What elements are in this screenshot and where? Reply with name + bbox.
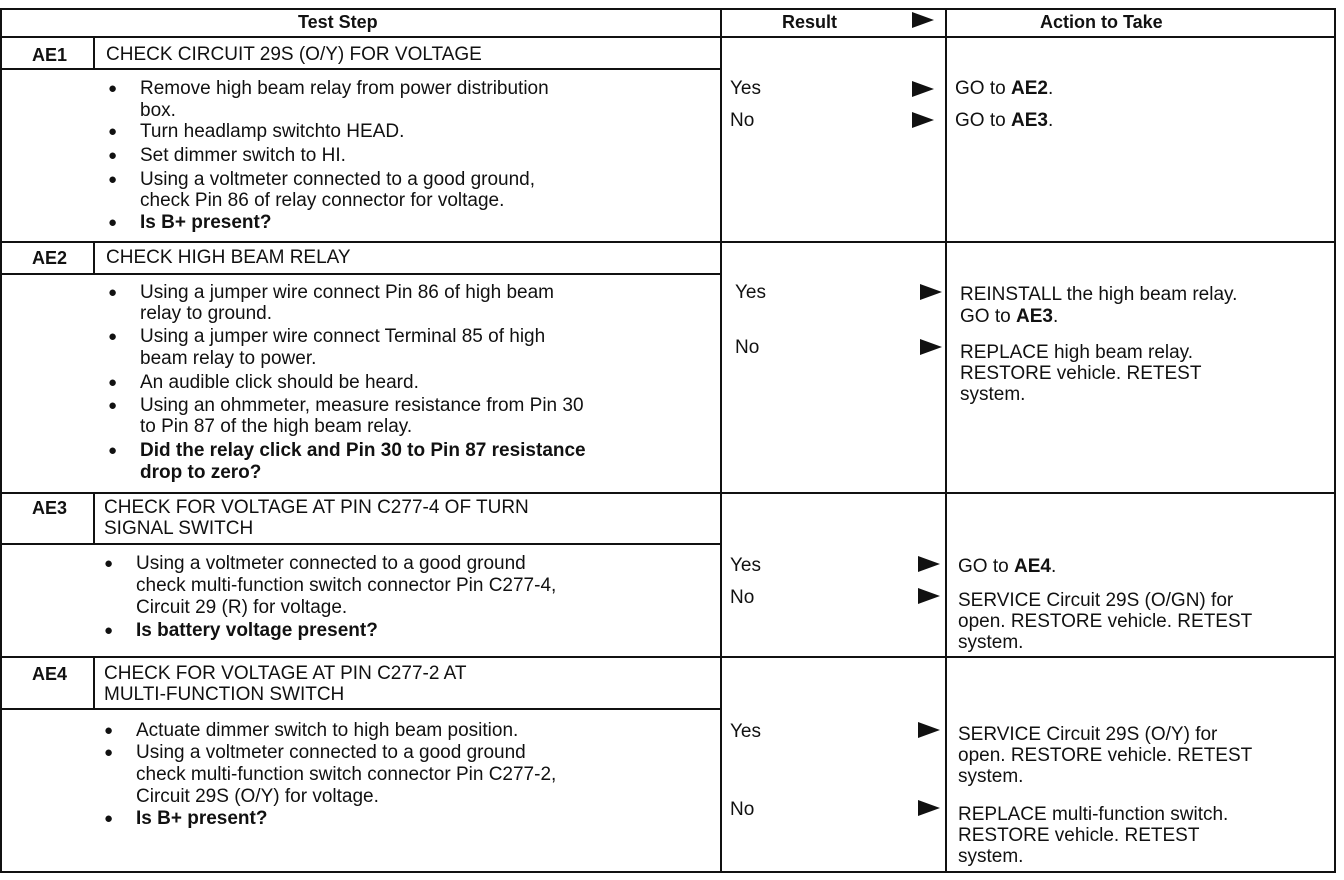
instruction-question: drop to zero? [140,462,262,483]
step-code: AE1 [32,45,68,65]
bullet-icon: ● [104,810,114,827]
instruction-line: Using a voltmeter connected to a good ground [136,553,526,574]
title-underline [0,543,722,545]
bullet-icon: ● [108,442,118,459]
instruction-line: Using a jumper wire connect Terminal 85 of high [140,326,546,347]
action-text: RESTORE vehicle. RETEST [960,363,1202,384]
result-yes: Yes [730,721,761,742]
arrow-right-icon [912,112,934,128]
instruction-line: beam relay to power. [140,348,317,369]
action-text: REPLACE multi-function switch. [958,804,1229,825]
action-text: RESTORE vehicle. RETEST [958,825,1200,846]
bullet-icon: ● [108,374,118,391]
arrow-right-icon [918,722,940,738]
instruction-question: Is B+ present? [140,212,272,233]
action-text: GO to AE4. [958,556,1057,577]
bullet-icon: ● [104,622,114,639]
instruction-line: check multi-function switch connector Pin C277-4, [136,575,557,596]
bullet-icon: ● [108,147,118,164]
step-title: CHECK HIGH BEAM RELAY [106,247,351,268]
action-text: GO to AE2. [955,78,1054,99]
action-text: open. RESTORE vehicle. RETEST [958,611,1253,632]
bullet-icon: ● [108,123,118,140]
action-text: REINSTALL the high beam relay. [960,284,1238,305]
action-text: system. [960,384,1026,405]
instruction-line: check Pin 86 of relay connector for voltage. [140,190,505,211]
action-column-divider [945,8,947,873]
result-no: No [730,799,755,820]
step-title: SIGNAL SWITCH [104,518,254,539]
code-cell-divider [93,243,95,273]
arrow-right-icon [912,81,934,97]
table-bottom-border [0,871,1336,873]
result-no: No [730,110,755,131]
arrow-right-icon [920,339,942,355]
instruction-question: Is battery voltage present? [136,620,378,641]
step-title: MULTI-FUNCTION SWITCH [104,684,345,705]
bullet-icon: ● [108,284,118,301]
instruction-question: Is B+ present? [136,808,268,829]
left-border [0,8,2,873]
action-text: SERVICE Circuit 29S (O/Y) for [958,724,1218,745]
table-top-border [0,8,1336,10]
result-column-divider [720,8,722,873]
header-test-step: Test Step [298,12,378,32]
step-title: CHECK FOR VOLTAGE AT PIN C277-2 AT [104,663,467,684]
instruction-line: to Pin 87 of the high beam relay. [140,416,413,437]
instruction-line: Actuate dimmer switch to high beam position. [136,720,519,741]
bullet-icon: ● [108,328,118,345]
bullet-icon: ● [108,80,118,97]
instruction-line: Set dimmer switch to HI. [140,145,346,166]
instruction-question: Did the relay click and Pin 30 to Pin 87 resistance [140,440,586,461]
header-result: Result [782,12,838,32]
code-cell-divider [93,658,95,708]
code-cell-divider [93,494,95,543]
instruction-line: Circuit 29 (R) for voltage. [136,597,348,618]
instruction-line: Circuit 29S (O/Y) for voltage. [136,786,379,807]
instruction-line: Using a voltmeter connected to a good ground, [140,169,536,190]
instruction-line: Using an ohmmeter, measure resistance from Pin 30 [140,395,584,416]
header-action: Action to Take [1040,12,1163,32]
step-separator [0,492,1336,494]
bullet-icon: ● [108,397,118,414]
step-title: CHECK FOR VOLTAGE AT PIN C277-4 OF TURN [104,497,529,518]
title-underline [0,68,722,70]
result-yes: Yes [735,282,766,303]
instruction-line: An audible click should be heard. [140,372,419,393]
instruction-line: Remove high beam relay from power distribution [140,78,549,99]
instruction-line: Turn headlamp switchto HEAD. [140,121,405,142]
step-separator [0,241,1336,243]
action-text: REPLACE high beam relay. [960,342,1194,363]
step-separator [0,656,1336,658]
arrow-right-icon [918,556,940,572]
bullet-icon: ● [108,214,118,231]
action-text: open. RESTORE vehicle. RETEST [958,745,1253,766]
title-underline [0,708,722,710]
step-code: AE3 [32,498,68,518]
bullet-icon: ● [104,555,114,572]
action-text: system. [958,766,1024,787]
instruction-line: box. [140,100,176,121]
step-title: CHECK CIRCUIT 29S (O/Y) FOR VOLTAGE [106,44,482,65]
instruction-line: check multi-function switch connector Pin C277-2, [136,764,557,785]
title-underline [0,273,722,275]
arrow-right-icon [918,588,940,604]
bullet-icon: ● [108,171,118,188]
step-code: AE4 [32,664,68,684]
code-cell-divider [93,38,95,68]
result-no: No [735,337,760,358]
right-border [1334,8,1336,873]
action-text: GO to AE3. [960,306,1059,327]
result-yes: Yes [730,78,761,99]
result-no: No [730,587,755,608]
bullet-icon: ● [104,744,114,761]
step-code: AE2 [32,248,68,268]
action-text: GO to AE3. [955,110,1054,131]
action-text: system. [958,632,1024,653]
instruction-line: relay to ground. [140,303,273,324]
bullet-icon: ● [104,722,114,739]
instruction-line: Using a voltmeter connected to a good ground [136,742,526,763]
arrow-right-icon [920,284,942,300]
result-yes: Yes [730,555,761,576]
header-bottom-border [0,36,1336,38]
action-text: system. [958,846,1024,867]
instruction-line: Using a jumper wire connect Pin 86 of high beam [140,282,555,303]
action-text: SERVICE Circuit 29S (O/GN) for [958,590,1234,611]
arrow-right-icon [912,12,934,28]
arrow-right-icon [918,800,940,816]
